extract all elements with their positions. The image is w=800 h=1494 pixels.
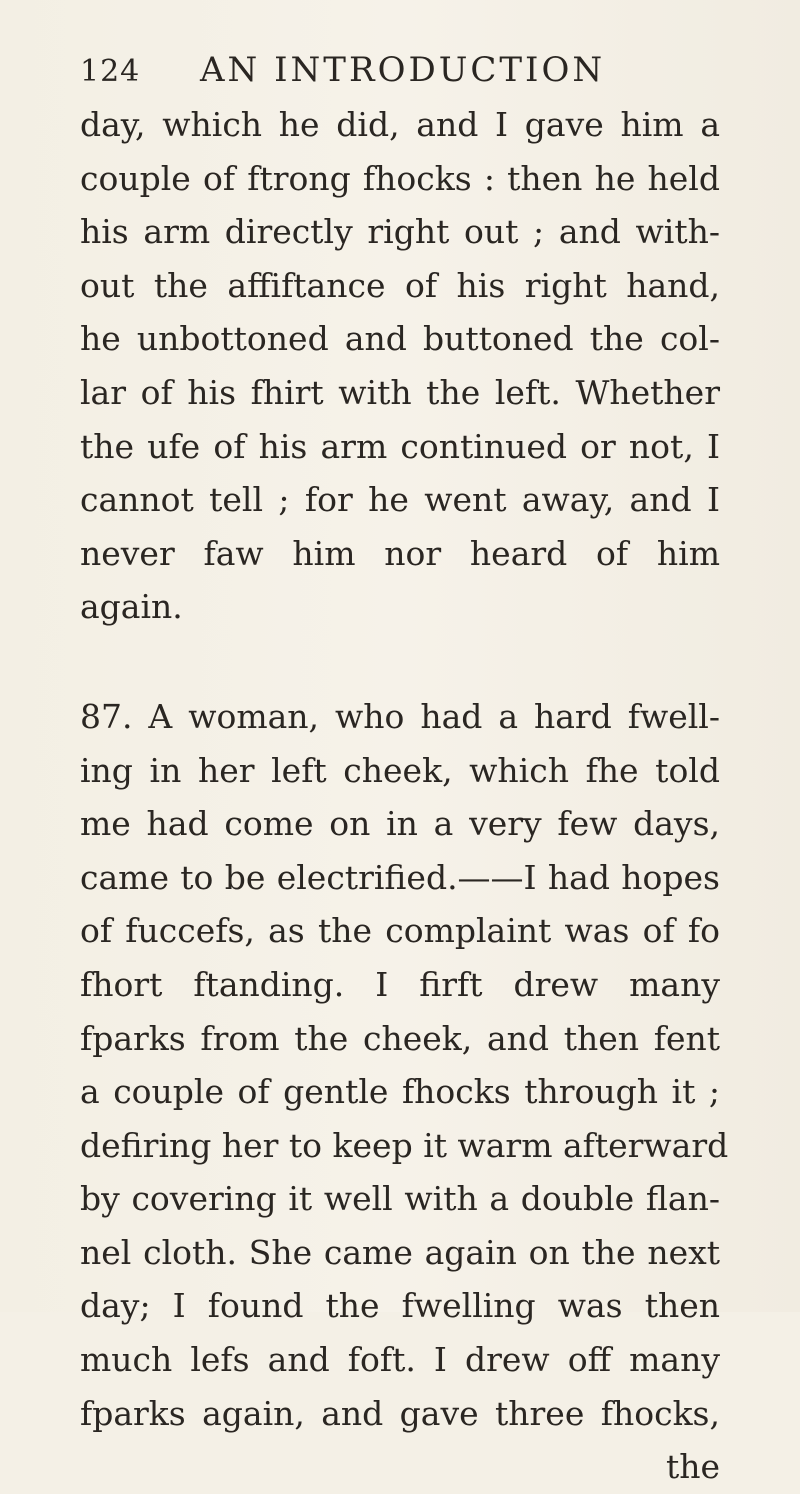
text-line: much lefs and foft. I drew off many [80,1340,720,1380]
text-line: nel cloth. She came again on the next [80,1232,720,1272]
text-line: again. [80,587,183,627]
text-line: his arm directly right out ; and with- [80,212,720,252]
text-line: a couple of gentle fhocks through it ; [80,1072,720,1112]
paragraph-gap [80,634,720,690]
text-line: ing in her left cheek, which fhe told [80,750,720,790]
page-header [80,46,680,96]
text-line: 87. A woman, who had a hard fwell- [80,696,720,736]
text-line: came to be electrified.——I had hopes [80,857,720,897]
text-line: lar of his fhirt with the left. Whether [80,372,720,412]
text-line: day, which he did, and I gave him a [80,105,720,144]
text-line: couple of ftrong fhocks : then he held [80,158,720,198]
text-line: fhort ftanding. I firft drew many [80,964,720,1004]
text-line: the ufe of his arm continued or not, I [80,426,720,466]
text-line: of fuccefs, as the complaint was of fo [80,911,720,951]
catchword: the [665,1447,720,1487]
text-line: cannot tell ; for he went away, and I [80,480,720,520]
text-line: defiring her to keep it warm afterward [80,1125,729,1165]
text-line: fparks from the cheek, and then fent [80,1018,720,1058]
running-head: AN INTRODUCTION [200,50,606,90]
body-text [80,98,729,1494]
text-line: he unbottoned and buttoned the col- [80,319,720,359]
text-line: me had come on in a very few days, [80,804,720,844]
text-line: day; I found the fwelling was then [80,1286,720,1326]
text-line: never faw him nor heard of him [80,533,720,573]
text-line: by covering it well with a double flan- [80,1179,720,1219]
page-number: 124 [80,54,141,89]
text-line: fparks again, and gave three fhocks, [80,1393,720,1433]
text-line: out the affiftance of his right hand, [80,265,720,305]
